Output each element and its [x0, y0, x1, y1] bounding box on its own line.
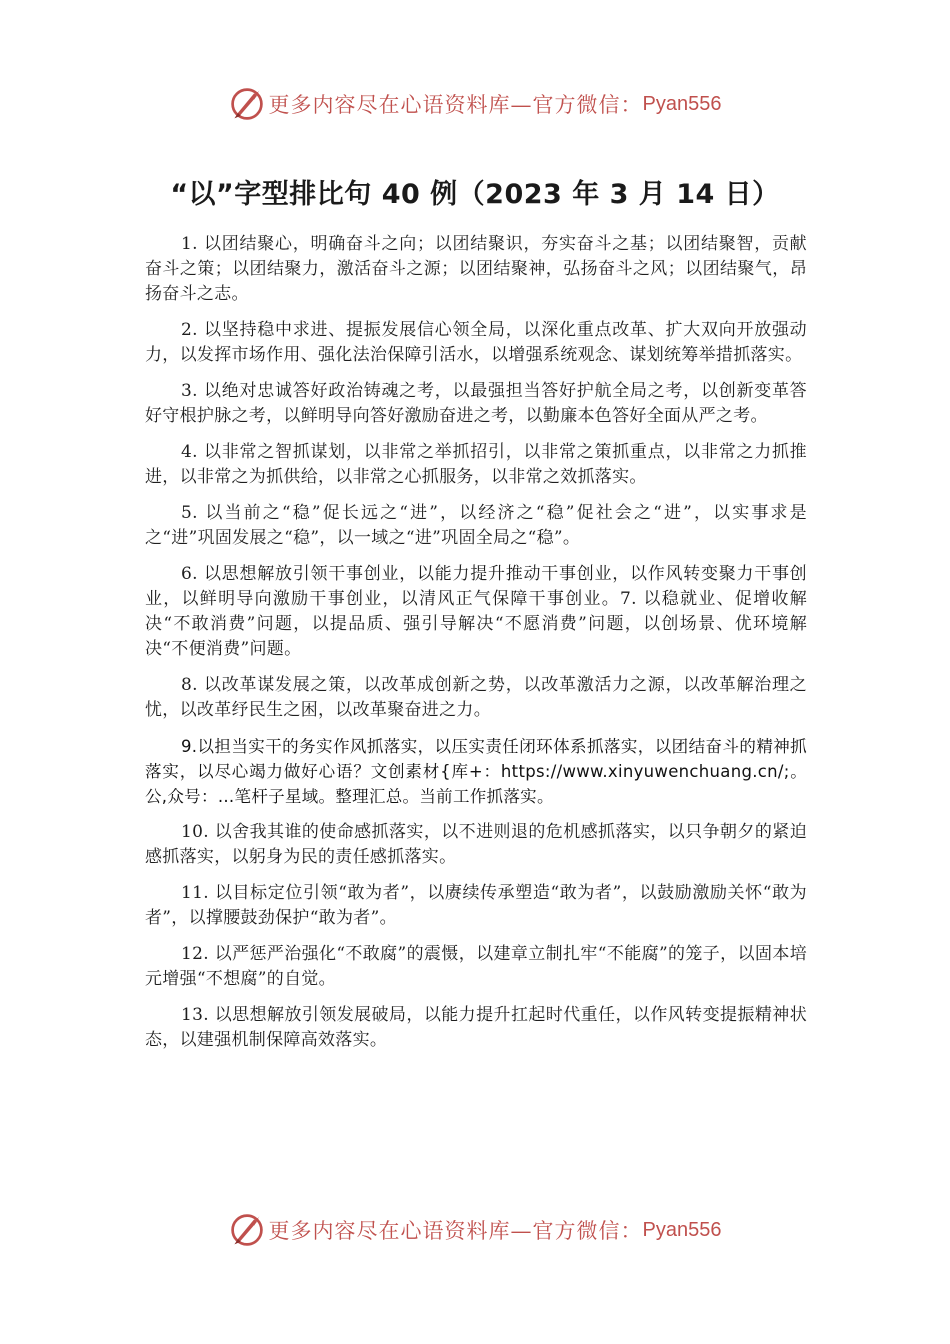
banner-wechat-id: Pyan556	[642, 92, 722, 115]
header-banner	[0, 84, 950, 124]
paragraph-1: 1. 以团结聚心，明确奋斗之向；以团结聚识，夯实奋斗之基；以团结聚智，贡献奋斗之策；以团结聚力，激活奋斗之源；以团结聚神，弘扬奋斗之风；以团结聚气，昂扬奋斗之志。	[145, 234, 807, 304]
document-body	[145, 232, 807, 1064]
quill-logo-icon	[229, 86, 265, 122]
paragraph-11: 11. 以目标定位引领“敢为者”，以赓续传承塑造“敢为者”，以鼓励激励关怀“敢为者”，以撑腰鼓劲保护“敢为者”。	[145, 883, 807, 928]
paragraph-8: 8. 以改革谋发展之策，以改革成创新之势，以改革激活力之源，以改革解治理之忧，以改革纾民生之困，以改革聚奋进之力。	[145, 675, 807, 720]
paragraph-10: 10. 以舍我其谁的使命感抓落实，以不进则退的危机感抓落实，以只争朝夕的紧迫感抓落实，以躬身为民的责任感抓落实。	[145, 822, 807, 867]
paragraph-13: 13. 以思想解放引领发展破局，以能力提升扛起时代重任，以作风转变提振精神状态，以建强机制保障高效落实。	[145, 1005, 807, 1050]
paragraph-6: 6. 以思想解放引领干事创业，以能力提升推动干事创业，以作风转变聚力干事创业，以鲜明导向激励干事创业，以清风正气保障干事创业。7. 以稳就业、促增收解决“不敢消费”问题，以提品质、强引导解决“不愿消费”问题，以创场景、优环境解决“不便消费”问题。	[145, 564, 807, 659]
quill-logo-icon	[229, 1212, 265, 1248]
paragraph-12: 12. 以严惩严治强化“不敢腐”的震慑，以建章立制扎牢“不能腐”的笼子，以固本培元增强“不想腐”的自觉。	[145, 944, 807, 989]
paragraph-3: 3. 以绝对忠诚答好政治铸魂之考，以最强担当答好护航全局之考，以创新变革答好守根护脉之考，以鲜明导向答好激励奋进之考，以勤廉本色答好全面从严之考。	[145, 381, 807, 426]
banner-text: 更多内容尽在心语资料库—官方微信：	[268, 1219, 643, 1243]
page-title: “以”字型排比句 40 例（2023 年 3 月 14 日）	[170, 179, 780, 210]
paragraph-2: 2. 以坚持稳中求进、提振发展信心领全局，以深化重点改革、扩大双向开放强动力，以发挥市场作用、强化法治保障引活水，以增强系统观念、谋划统筹举措抓落实。	[145, 320, 807, 365]
paragraph-4: 4. 以非常之智抓谋划，以非常之举抓招引，以非常之策抓重点，以非常之力抓推进，以非常之为抓供给，以非常之心抓服务，以非常之效抓落实。	[145, 442, 807, 487]
banner-wechat-id: Pyan556	[642, 1218, 722, 1241]
footer-banner	[0, 1210, 950, 1250]
paragraph-5: 5. 以当前之“稳”促长远之“进”，以经济之“稳”促社会之“进”，以实事求是之“进”巩固发展之“稳”，以一域之“进”巩固全局之“稳”。	[145, 503, 807, 548]
paragraph-9: 9.以担当实干的务实作风抓落实，以压实责任闭环体系抓落实，以团结奋斗的精神抓落实，以尽心竭力做好心语？文创素材{库+：https://www.xinyuwenchuang.cn/;。公,众号：…笔杆子星域。整理汇总。当前工作抓落实。	[145, 737, 807, 806]
banner-text: 更多内容尽在心语资料库—官方微信：	[268, 93, 643, 117]
